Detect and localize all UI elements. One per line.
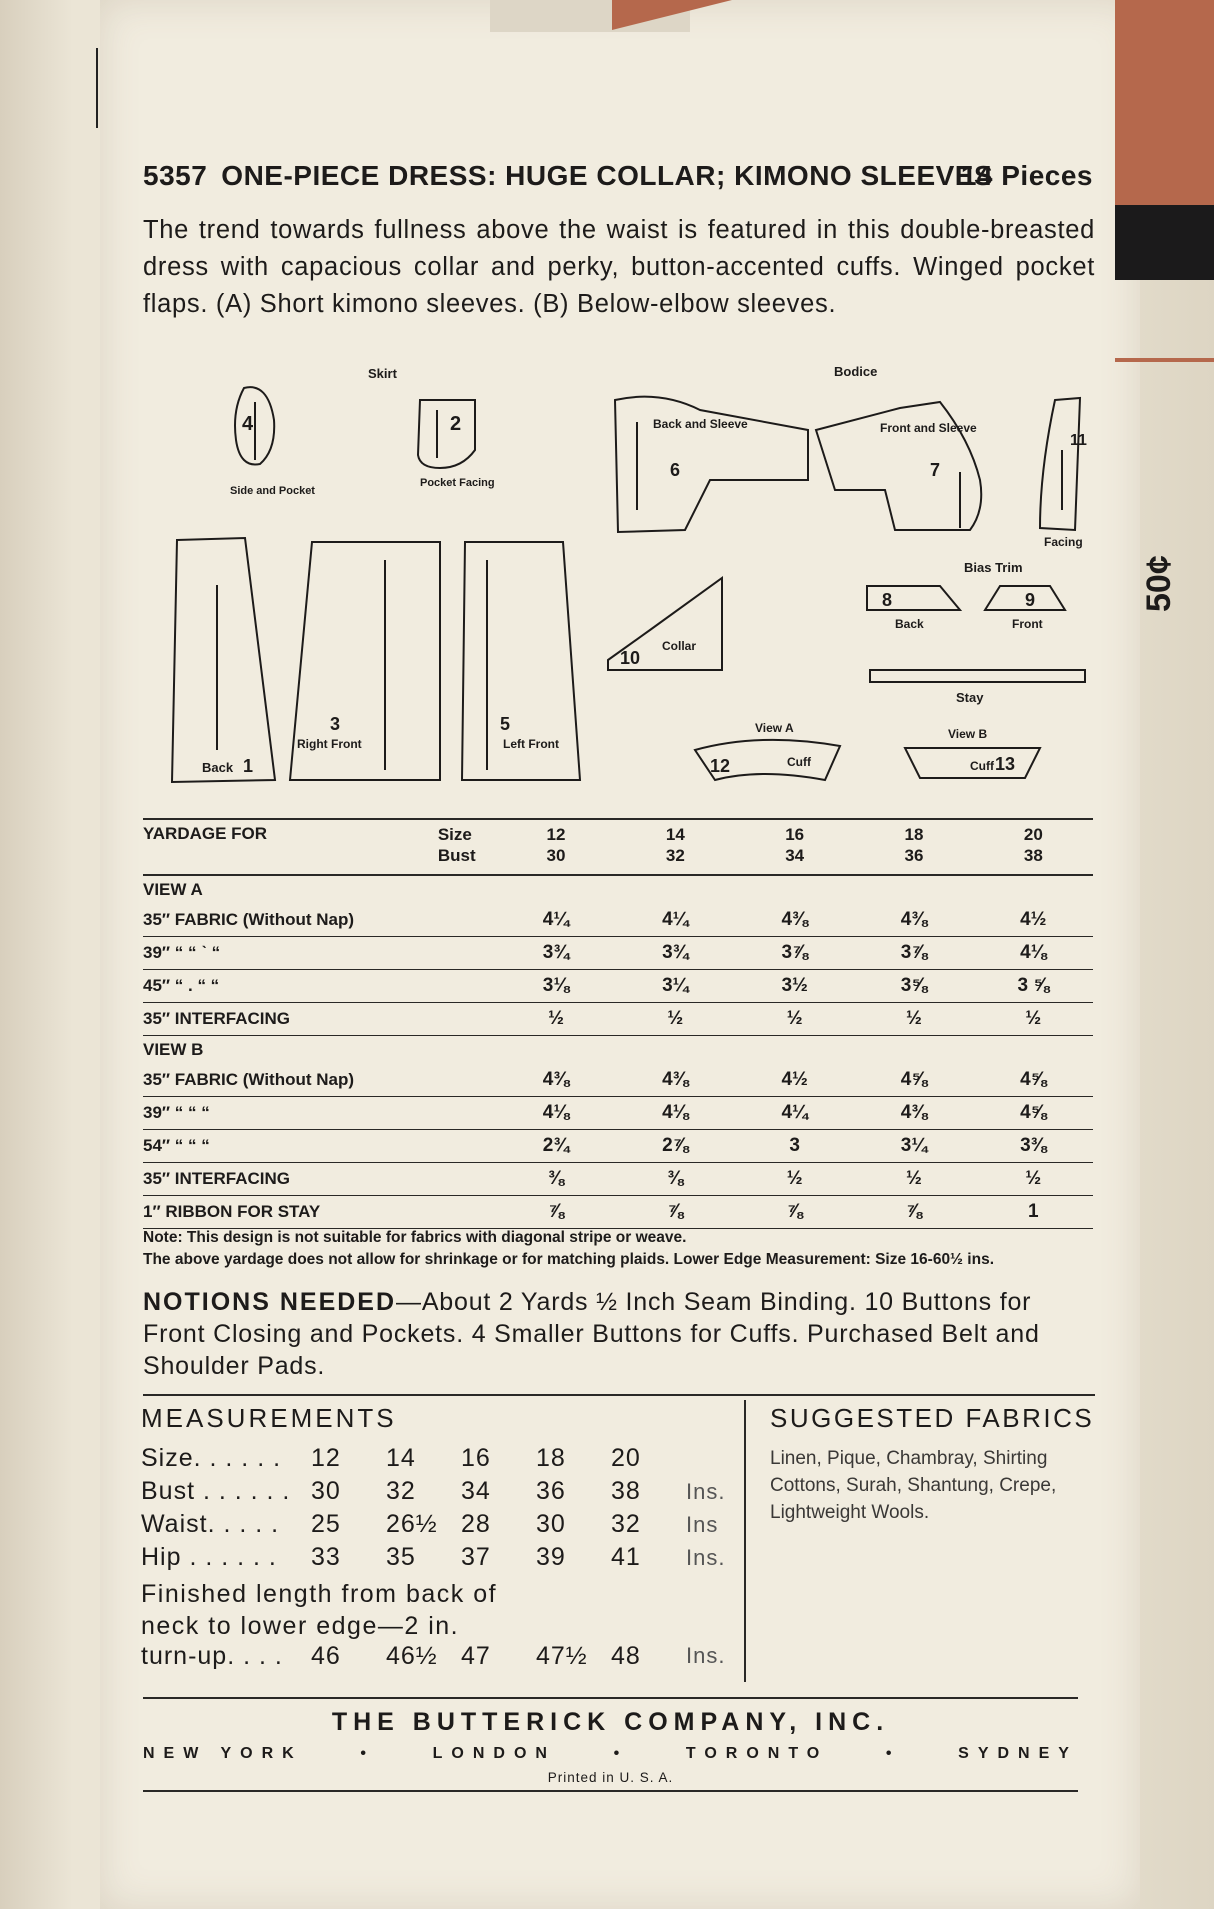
view-a-label: View A (755, 721, 794, 735)
table-row: 35″ FABRIC (Without Nap) 4⅜ 4⅜ 4½ 4⅝ 4⅝ (143, 1064, 1093, 1097)
table-row: 39″ “ “ “ 4⅛ 4⅛ 4¼ 4⅜ 4⅝ (143, 1097, 1093, 1130)
city-london: LONDON (432, 1745, 556, 1762)
suggested-fabrics-text: Linen, Pique, Chambray, Shirting Cottons, Surah, Shantung, Crepe, Lightweight Wools. (770, 1448, 1057, 1523)
stay-shape (870, 670, 1085, 682)
notions-text: —About 2 Yards ½ Inch Seam Binding. 10 Buttons for Front Closing and Pockets. 4 Smaller Buttons for Cuffs. Purchased Belt and Shoulder Pads. (143, 1288, 1040, 1380)
piece-3-name: Right Front (297, 737, 362, 751)
table-row: Size. . . . . . 12 14 16 18 20 (141, 1444, 641, 1472)
piece-6-name: Back and Sleeve (653, 417, 748, 431)
city-toronto: TORONTO (685, 1745, 829, 1762)
pattern-pieces-diagram (140, 360, 1100, 790)
piece-1-name: Back (202, 760, 234, 775)
piece-2-num: 2 (450, 413, 462, 435)
piece-4-name: Side and Pocket (230, 485, 315, 497)
pattern-pieces-svg (140, 360, 1100, 790)
notions-needed (143, 1286, 1095, 1382)
size-col-18: 18 36 (854, 820, 973, 875)
piece-13-num: 13 (995, 754, 1016, 774)
size-label: Size (437, 825, 472, 844)
table-row: 35″ INTERFACING ⅜ ⅜ ½ ½ ½ (143, 1163, 1093, 1196)
city-separator: • (360, 1745, 375, 1762)
piece-8-name: Back (895, 617, 924, 631)
finished-length-text: Finished length from back of neck to lower edge—2 in. (141, 1580, 498, 1640)
size-col-20: 20 38 (974, 820, 1093, 875)
yardage-for-label: YARDAGE FOR (143, 820, 438, 875)
yardage-table (143, 820, 1093, 1229)
company-cities (143, 1745, 1078, 1763)
size-col-14: 14 32 (616, 820, 735, 875)
piece-5-name: Left Front (503, 737, 559, 751)
printed-in-label: Printed in U. S. A. (547, 1770, 674, 1785)
pattern-description: The trend towards fullness above the waist is featured in this double-breasted dress with capacious collar and perky, button-accented cuffs. Winged pocket flaps. (A) Short kimono sleeves. (B) Below-elbow sleeves. (143, 216, 1095, 318)
piece-9-num: 9 (1025, 590, 1036, 610)
piece-8-shape (867, 586, 960, 610)
section-rule (143, 1394, 1095, 1396)
piece-1-shape (172, 538, 275, 782)
table-row: 54″ “ “ “ 2¾ 2⅞ 3 3¼ 3⅜ (143, 1130, 1093, 1163)
notions-label: NOTIONS NEEDED (143, 1288, 397, 1316)
price-label: 50¢ (1140, 555, 1178, 612)
piece-8-num: 8 (882, 590, 893, 610)
view-b-heading: VIEW B (143, 1040, 204, 1059)
table-row: Bust . . . . . . 30 32 34 36 38 Ins. (141, 1477, 726, 1505)
table-row: 1″ RIBBON FOR STAY ⅞ ⅞ ⅞ ⅞ 1 (143, 1196, 1093, 1229)
table-row: 35″ INTERFACING ½ ½ ½ ½ ½ (143, 1003, 1093, 1036)
stay-label: Stay (956, 690, 984, 705)
table-row: 39″ “ “ ˋ “ 3¾ 3¾ 3⅞ 3⅞ 4⅛ (143, 937, 1093, 970)
envelope-red-band (1115, 0, 1214, 205)
bodice-label: Bodice (834, 364, 878, 379)
city-separator: • (613, 1745, 629, 1762)
envelope-dark-band (1115, 205, 1214, 280)
city-new-york: NEW YORK (143, 1745, 303, 1762)
pattern-name: ONE-PIECE DRESS: HUGE COLLAR; KIMONO SLEEVES (221, 160, 994, 191)
table-row: Hip . . . . . . 33 35 37 39 41 Ins. (141, 1543, 726, 1571)
pattern-number: 5357 (143, 160, 208, 191)
piece-10-name: Collar (662, 639, 697, 653)
piece-10-num: 10 (620, 648, 641, 668)
piece-4-num: 4 (242, 413, 254, 435)
piece-6-num: 6 (670, 460, 681, 480)
pattern-title (143, 160, 1093, 192)
pieces-count: 14 Pieces (960, 160, 1093, 191)
footer-top-rule (143, 1697, 1078, 1699)
bust-label: Bust (437, 846, 476, 865)
piece-2-shape (418, 400, 475, 468)
size-bust-labels (438, 820, 497, 875)
yardage-notes (143, 1227, 1103, 1271)
measurements-table (141, 1442, 746, 1574)
yardage-header-row (143, 820, 1093, 875)
envelope-fold-mark (96, 48, 98, 128)
piece-9-name: Front (1012, 617, 1043, 631)
piece-7-num: 7 (930, 460, 941, 480)
view-b-label: View B (948, 727, 988, 741)
table-row: 35″ FABRIC (Without Nap) 4¼ 4¼ 4⅜ 4⅜ 4½ (143, 904, 1093, 937)
piece-11-name: Facing (1044, 535, 1083, 549)
piece-13-name: Cuff (970, 759, 994, 773)
piece-2-name: Pocket Facing (420, 477, 495, 489)
piece-11-num: 11 (1070, 432, 1087, 449)
size-col-12: 12 30 (496, 820, 615, 875)
envelope-red-line (1115, 358, 1214, 362)
measurements-title: MEASUREMENTS (141, 1403, 397, 1433)
turnup-row (141, 1640, 746, 1672)
view-b-section (143, 1036, 1093, 1065)
note-line-1: Note: This design is not suitable for fabrics with diagonal stripe or weave. (143, 1229, 687, 1246)
piece-3-num: 3 (330, 714, 341, 734)
view-a-section (143, 875, 1093, 904)
footer-bottom-rule (143, 1790, 1078, 1792)
column-divider (744, 1400, 746, 1682)
company-name: THE BUTTERICK COMPANY, INC. (331, 1708, 890, 1736)
city-separator: • (885, 1745, 901, 1762)
skirt-label: Skirt (368, 366, 397, 381)
table-row: 45″ “ . “ “ 3⅛ 3¼ 3½ 3⅝ 3 ⅝ (143, 970, 1093, 1003)
suggested-fabrics-title: SUGGESTED FABRICS (770, 1403, 1095, 1433)
table-row: Waist. . . . . 25 26½ 28 30 32 Ins (141, 1510, 719, 1538)
city-sydney: SYDNEY (958, 1745, 1078, 1762)
piece-12-name: Cuff (787, 755, 811, 769)
bias-trim-label: Bias Trim (964, 560, 1023, 575)
piece-7-name: Front and Sleeve (880, 421, 977, 435)
note-line-2: The above yardage does not allow for shrinkage or for matching plaids. Lower Edge Measurement: Size 16-60½ ins. (143, 1251, 994, 1268)
piece-5-num: 5 (500, 714, 511, 734)
view-a-heading: VIEW A (143, 880, 203, 899)
piece-1-num: 1 (243, 756, 254, 776)
piece-11-shape (1040, 398, 1080, 530)
table-row: turn-up. . . . 46 46½ 47 47½ 48 Ins. (141, 1641, 726, 1670)
size-col-16: 16 34 (735, 820, 854, 875)
piece-12-num: 12 (710, 756, 731, 776)
